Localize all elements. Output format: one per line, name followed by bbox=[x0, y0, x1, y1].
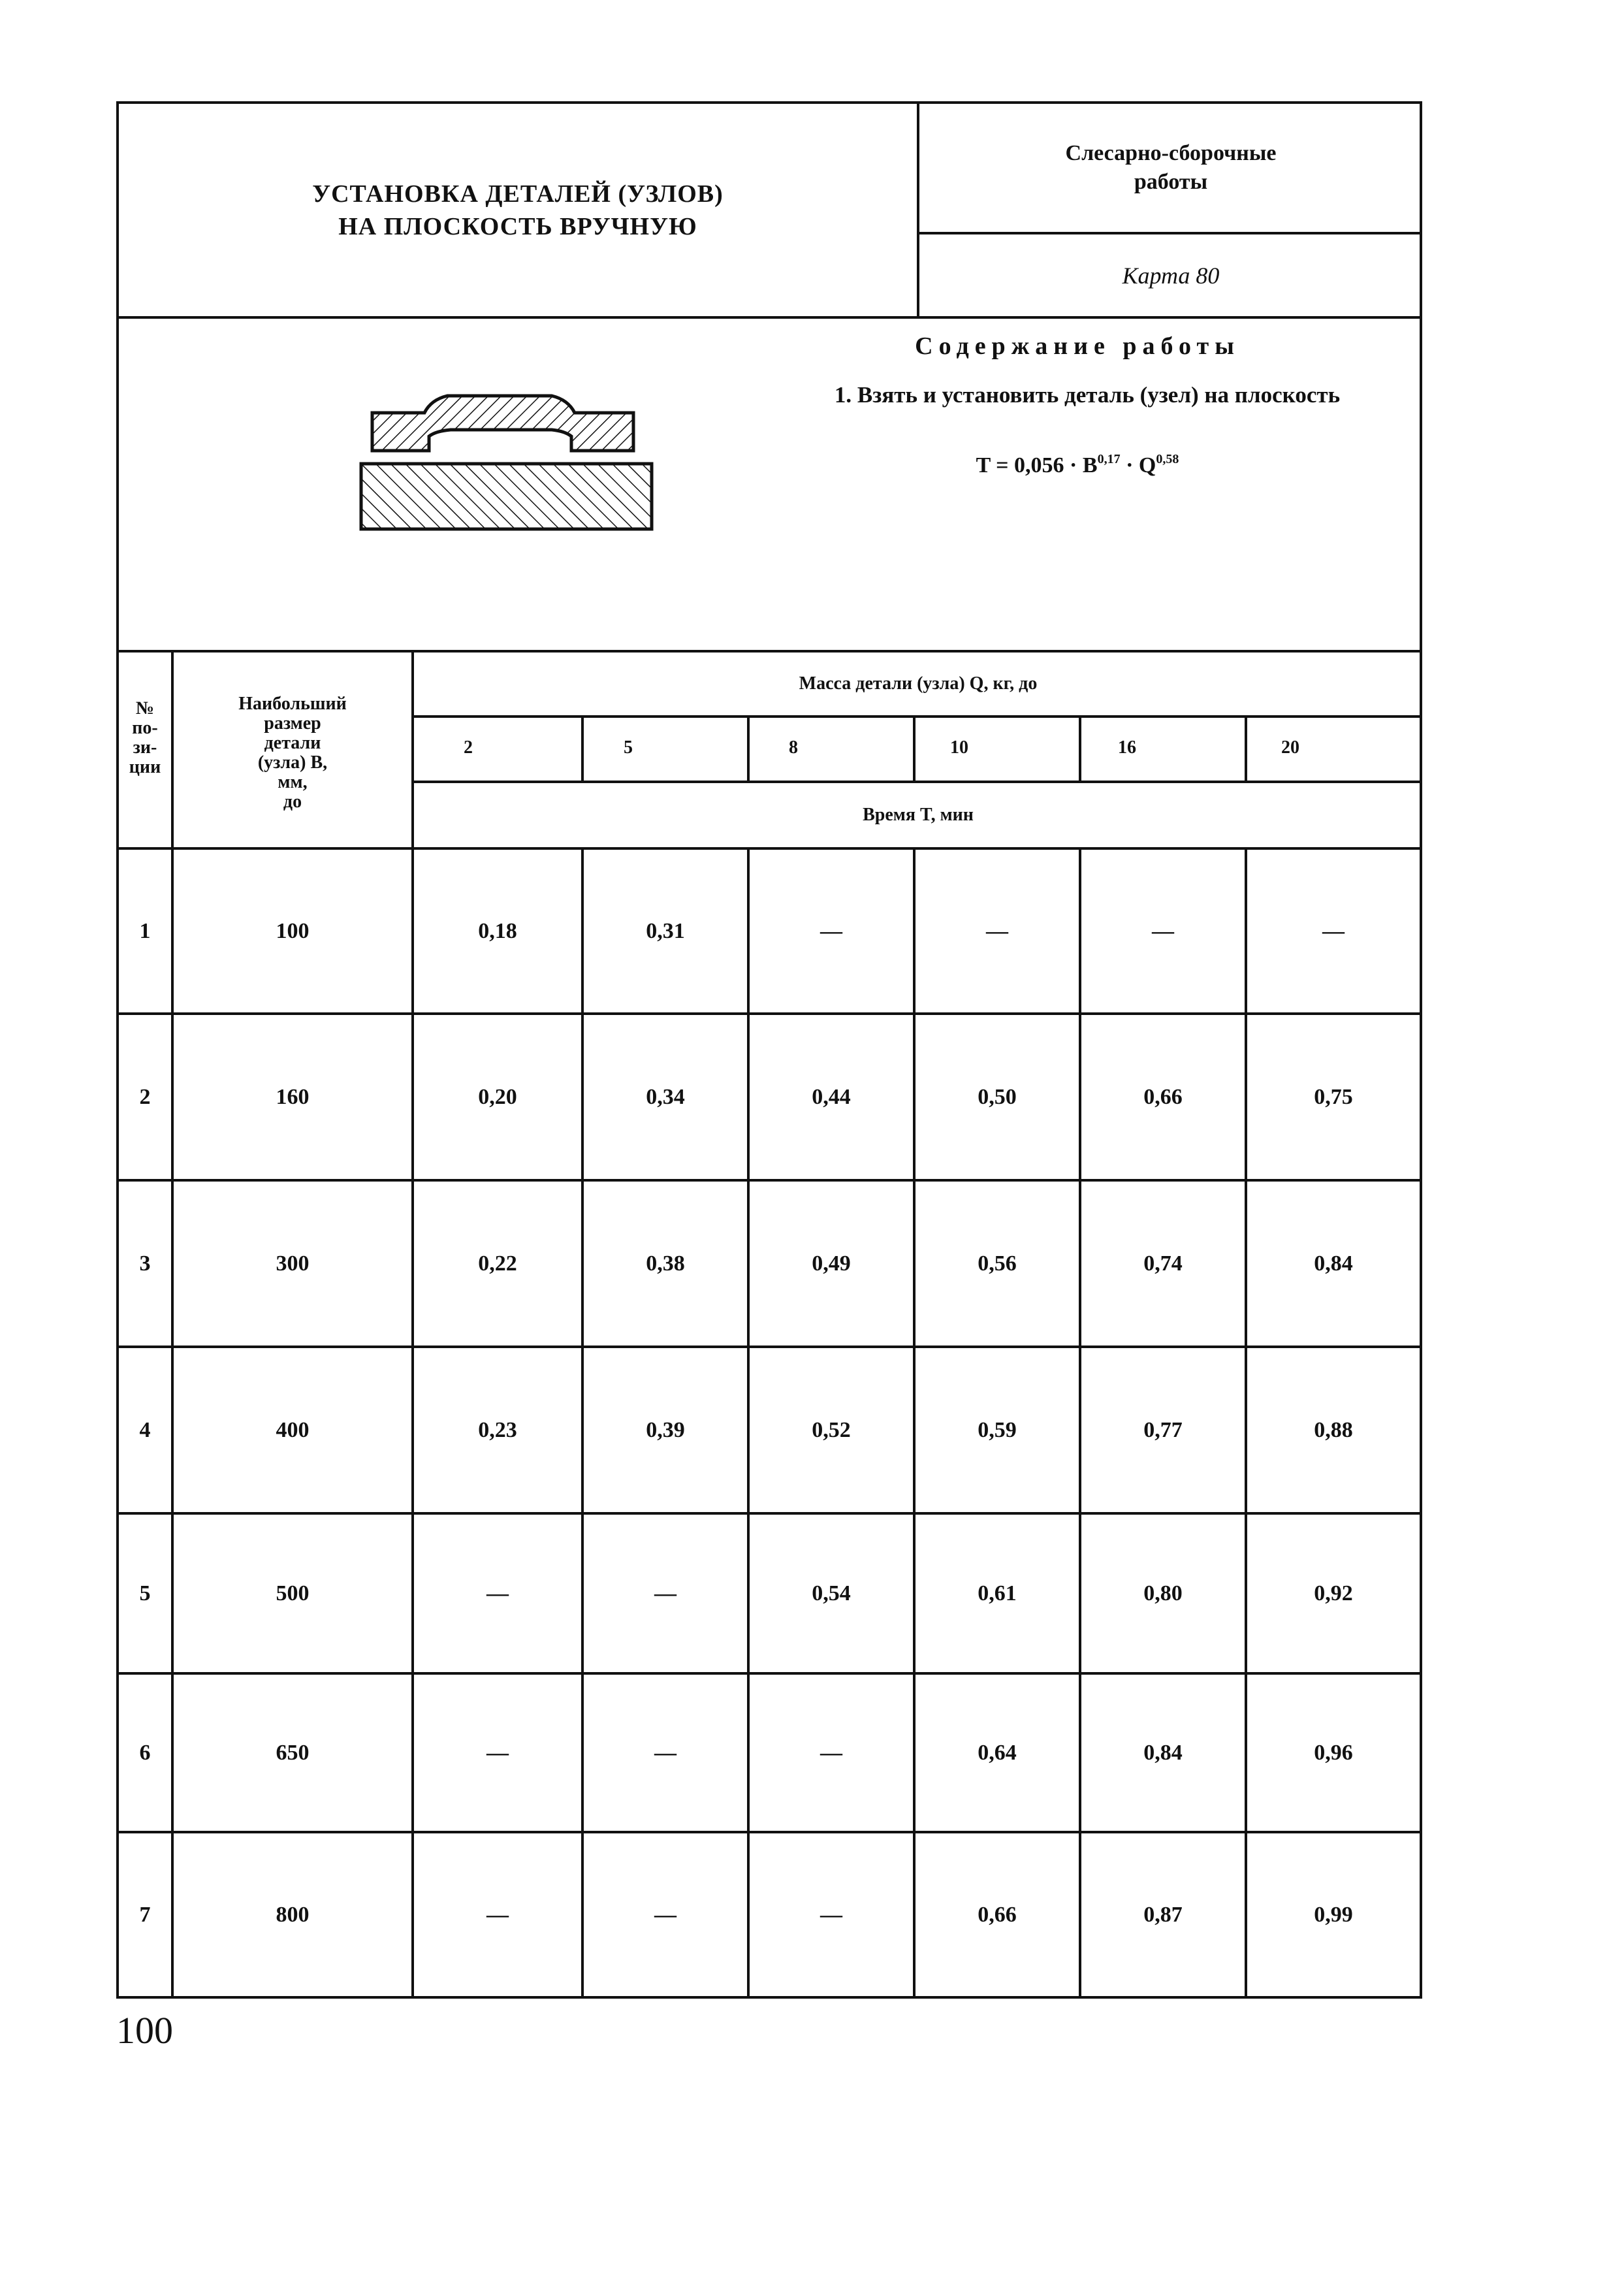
time-cell: 0,80 bbox=[1143, 1581, 1183, 1605]
time-cell: 0,52 bbox=[812, 1417, 851, 1442]
time-cell: 0,44 bbox=[812, 1084, 851, 1109]
work-type-line-1: Слесарно-сборочные bbox=[1065, 141, 1277, 165]
time-cell: — bbox=[486, 1902, 509, 1927]
header-bottom-line bbox=[116, 316, 1422, 319]
time-cell: — bbox=[654, 1902, 677, 1927]
part-shape bbox=[372, 396, 633, 451]
position-cell: 5 bbox=[139, 1581, 151, 1605]
mass-col-divider bbox=[1079, 715, 1081, 783]
time-cell: 0,38 bbox=[646, 1251, 685, 1276]
position-cell: 3 bbox=[139, 1251, 151, 1276]
time-cell: — bbox=[486, 1581, 509, 1605]
time-cell: 0,64 bbox=[978, 1740, 1017, 1765]
part-on-plane-drawing bbox=[356, 385, 663, 536]
size-cell: 160 bbox=[276, 1084, 310, 1109]
work-step: 1. Взять и установить деталь (узел) на плоскость bbox=[834, 382, 1341, 408]
formula-exponent-b: 0,17 bbox=[1097, 452, 1121, 466]
time-cell: 0,50 bbox=[978, 1084, 1017, 1109]
position-cell: 2 bbox=[139, 1084, 151, 1109]
time-cell: 0,75 bbox=[1314, 1084, 1353, 1109]
mass-value: 8 bbox=[789, 737, 798, 758]
title-line-1: УСТАНОВКА ДЕТАЛЕЙ (УЗЛОВ) bbox=[312, 180, 724, 208]
formula-mid: · Q bbox=[1120, 453, 1156, 477]
col-pos-line: № bbox=[135, 698, 155, 718]
size-cell: 800 bbox=[276, 1902, 310, 1927]
time-cell: 0,61 bbox=[978, 1581, 1017, 1605]
size-cell: 650 bbox=[276, 1740, 310, 1765]
page-number: 100 bbox=[116, 2009, 173, 2052]
mass-value: 10 bbox=[950, 737, 968, 758]
size-cell: 100 bbox=[276, 918, 310, 943]
col-size-line: детали bbox=[264, 732, 321, 753]
content-heading: Содержание работы bbox=[915, 332, 1240, 360]
mass-value: 2 bbox=[464, 737, 473, 758]
col-header-size bbox=[174, 679, 411, 826]
col-size-line: мм, bbox=[278, 771, 308, 792]
time-cell: 0,20 bbox=[478, 1084, 517, 1109]
time-cell: — bbox=[820, 918, 842, 943]
mass-col-divider bbox=[913, 715, 915, 783]
work-type bbox=[919, 104, 1422, 232]
time-cell: 0,39 bbox=[646, 1417, 685, 1442]
page-title bbox=[119, 104, 917, 316]
mass-value: 16 bbox=[1118, 737, 1136, 758]
mass-col-divider bbox=[581, 715, 584, 783]
col-pos-line: зи- bbox=[133, 737, 157, 758]
time-cell: — bbox=[820, 1740, 842, 1765]
col-header-position bbox=[119, 679, 171, 797]
time-cell: 0,22 bbox=[478, 1251, 517, 1276]
time-cell: 0,96 bbox=[1314, 1740, 1353, 1765]
plane-shape bbox=[361, 464, 652, 529]
mass-value: 5 bbox=[624, 737, 633, 758]
mass-header-line bbox=[411, 715, 1422, 718]
position-cell: 7 bbox=[139, 1902, 151, 1927]
mass-col-divider bbox=[1245, 715, 1247, 783]
formula-exponent-q: 0,58 bbox=[1156, 452, 1179, 466]
time-cell: — bbox=[820, 1902, 842, 1927]
position-cell: 6 bbox=[139, 1740, 151, 1765]
mass-header: Масса детали (узла) Q, кг, до bbox=[799, 673, 1038, 694]
size-cell: 400 bbox=[276, 1417, 310, 1442]
time-cell: 0,34 bbox=[646, 1084, 685, 1109]
col-size-line: Наибольший bbox=[238, 693, 347, 714]
size-cell: 500 bbox=[276, 1581, 310, 1605]
time-cell: 0,84 bbox=[1314, 1251, 1353, 1276]
time-cell: — bbox=[654, 1740, 677, 1765]
time-cell: 0,84 bbox=[1143, 1740, 1183, 1765]
time-cell: 0,66 bbox=[978, 1902, 1017, 1927]
time-cell: 0,54 bbox=[812, 1581, 851, 1605]
col-size-line: размер bbox=[264, 713, 321, 733]
col-pos-line: ции bbox=[129, 757, 161, 777]
time-cell: 0,77 bbox=[1143, 1417, 1183, 1442]
position-cell: 4 bbox=[139, 1417, 151, 1442]
time-cell: 0,18 bbox=[478, 918, 517, 943]
mass-value: 20 bbox=[1281, 737, 1299, 758]
time-cell: 0,92 bbox=[1314, 1581, 1353, 1605]
time-cell: — bbox=[486, 1740, 509, 1765]
card-number: Карта 80 bbox=[1122, 262, 1220, 289]
title-line-2: НА ПЛОСКОСТЬ ВРУЧНУЮ bbox=[338, 212, 697, 240]
time-cell: 0,87 bbox=[1143, 1902, 1183, 1927]
time-cell: 0,74 bbox=[1143, 1251, 1183, 1276]
work-type-line-2: работы bbox=[1134, 170, 1208, 194]
time-header: Время T, мин bbox=[863, 805, 974, 825]
time-cell: 0,88 bbox=[1314, 1417, 1353, 1442]
time-cell: — bbox=[1322, 918, 1345, 943]
time-cell: 0,49 bbox=[812, 1251, 851, 1276]
time-cell: — bbox=[654, 1581, 677, 1605]
time-cell: 0,59 bbox=[978, 1417, 1017, 1442]
time-cell: 0,56 bbox=[978, 1251, 1017, 1276]
formula-base: T = 0,056 · B bbox=[976, 453, 1098, 477]
time-cell: 0,23 bbox=[478, 1417, 517, 1442]
time-formula bbox=[784, 452, 1371, 478]
mass-col-divider bbox=[747, 715, 750, 783]
time-cell: 0,31 bbox=[646, 918, 685, 943]
time-cell: — bbox=[1152, 918, 1174, 943]
size-cell: 300 bbox=[276, 1251, 310, 1276]
time-cell: 0,99 bbox=[1314, 1902, 1353, 1927]
col-pos-line: по- bbox=[132, 718, 158, 738]
col-size-line: (узла) B, bbox=[257, 752, 328, 773]
time-cell: 0,66 bbox=[1143, 1084, 1183, 1109]
col-size-line: до bbox=[283, 791, 302, 812]
time-cell: — bbox=[986, 918, 1008, 943]
position-cell: 1 bbox=[139, 918, 151, 943]
